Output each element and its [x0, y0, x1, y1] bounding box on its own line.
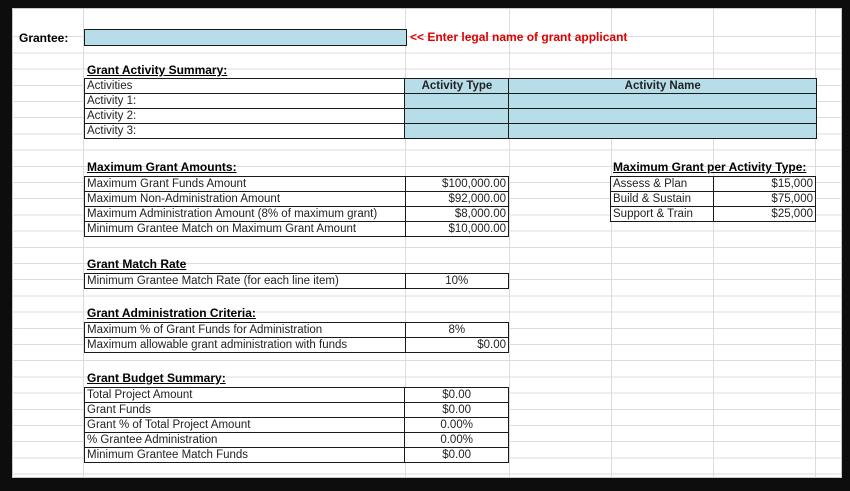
- table-row: [85, 192, 509, 207]
- row-value: $75,000: [713, 192, 815, 207]
- table-row: [85, 403, 509, 418]
- grantee-note: << Enter legal name of grant applicant: [410, 30, 628, 44]
- table-row: [85, 222, 509, 237]
- table-row: [85, 274, 509, 289]
- table-row: [85, 338, 509, 353]
- row-value: $0.00: [405, 448, 509, 463]
- admin-criteria-title: Grant Administration Criteria:: [87, 306, 256, 320]
- row-value: $92,000.00: [405, 192, 508, 207]
- activity-label: Activity 3:: [85, 124, 405, 139]
- activity-name-cell[interactable]: [509, 124, 817, 139]
- row-label: Grant % of Total Project Amount: [85, 418, 405, 433]
- table-row: [85, 388, 509, 403]
- max-amounts-title: Maximum Grant Amounts:: [87, 160, 237, 174]
- table-row: [85, 433, 509, 448]
- table-row: [85, 124, 817, 139]
- row-label: Minimum Grantee Match on Maximum Grant Amount: [85, 222, 406, 237]
- header-activity-type: Activity Type: [405, 79, 509, 94]
- max-amounts-table: [84, 176, 509, 237]
- table-row: [85, 323, 509, 338]
- activity-type-cell[interactable]: [405, 94, 509, 109]
- row-value: 10%: [405, 274, 508, 289]
- header-activity-name: Activity Name: [509, 79, 817, 94]
- table-header-row: [85, 79, 817, 94]
- activity-name-cell[interactable]: [509, 94, 817, 109]
- row-label: Maximum Non-Administration Amount: [85, 192, 406, 207]
- row-label: Maximum Grant Funds Amount: [85, 177, 406, 192]
- row-label: Support & Train: [611, 207, 714, 222]
- row-label: Total Project Amount: [85, 388, 405, 403]
- row-value: $25,000: [713, 207, 815, 222]
- row-value: 8%: [405, 323, 508, 338]
- row-value: $100,000.00: [405, 177, 508, 192]
- match-rate-title: Grant Match Rate: [87, 257, 187, 271]
- per-activity-table: [610, 176, 816, 222]
- row-label: Maximum Administration Amount (8% of maximum grant): [85, 207, 406, 222]
- row-value: $10,000.00: [405, 222, 508, 237]
- activity-name-cell[interactable]: [509, 109, 817, 124]
- activity-label: Activity 1:: [85, 94, 405, 109]
- activity-summary-title: Grant Activity Summary:: [87, 63, 228, 77]
- row-label: Minimum Grantee Match Funds: [85, 448, 405, 463]
- row-value: $15,000: [713, 177, 815, 192]
- activity-label: Activity 2:: [85, 109, 405, 124]
- row-label: Minimum Grantee Match Rate (for each line item): [85, 274, 406, 289]
- activity-summary-table: [84, 78, 817, 139]
- table-row: [85, 94, 817, 109]
- row-value: 0.00%: [405, 433, 509, 448]
- row-value: 0.00%: [405, 418, 509, 433]
- admin-criteria-table: [84, 322, 509, 353]
- row-value: $8,000.00: [405, 207, 508, 222]
- row-label: Build & Sustain: [611, 192, 714, 207]
- row-label: Grant Funds: [85, 403, 405, 418]
- match-rate-table: [84, 273, 509, 289]
- budget-summary-table: [84, 387, 509, 463]
- table-row: [85, 177, 509, 192]
- table-row: [611, 192, 816, 207]
- table-row: [85, 418, 509, 433]
- row-value: $0.00: [405, 403, 509, 418]
- grantee-input[interactable]: [84, 29, 407, 46]
- row-value: $0.00: [405, 338, 508, 353]
- table-row: [85, 109, 817, 124]
- per-activity-title: Maximum Grant per Activity Type:: [613, 160, 807, 174]
- row-label: Maximum % of Grant Funds for Administration: [85, 323, 406, 338]
- table-row: [85, 448, 509, 463]
- table-row: [611, 207, 816, 222]
- spreadsheet: [12, 8, 842, 478]
- table-row: [85, 207, 509, 222]
- row-label: % Grantee Administration: [85, 433, 405, 448]
- grantee-label: Grantee:: [19, 31, 69, 45]
- activity-type-cell[interactable]: [405, 109, 509, 124]
- budget-summary-title: Grant Budget Summary:: [87, 371, 226, 385]
- row-label: Assess & Plan: [611, 177, 714, 192]
- row-label: Maximum allowable grant administration with funds: [85, 338, 406, 353]
- table-row: [611, 177, 816, 192]
- header-activities: Activities: [85, 79, 405, 94]
- activity-type-cell[interactable]: [405, 124, 509, 139]
- row-value: $0.00: [405, 388, 509, 403]
